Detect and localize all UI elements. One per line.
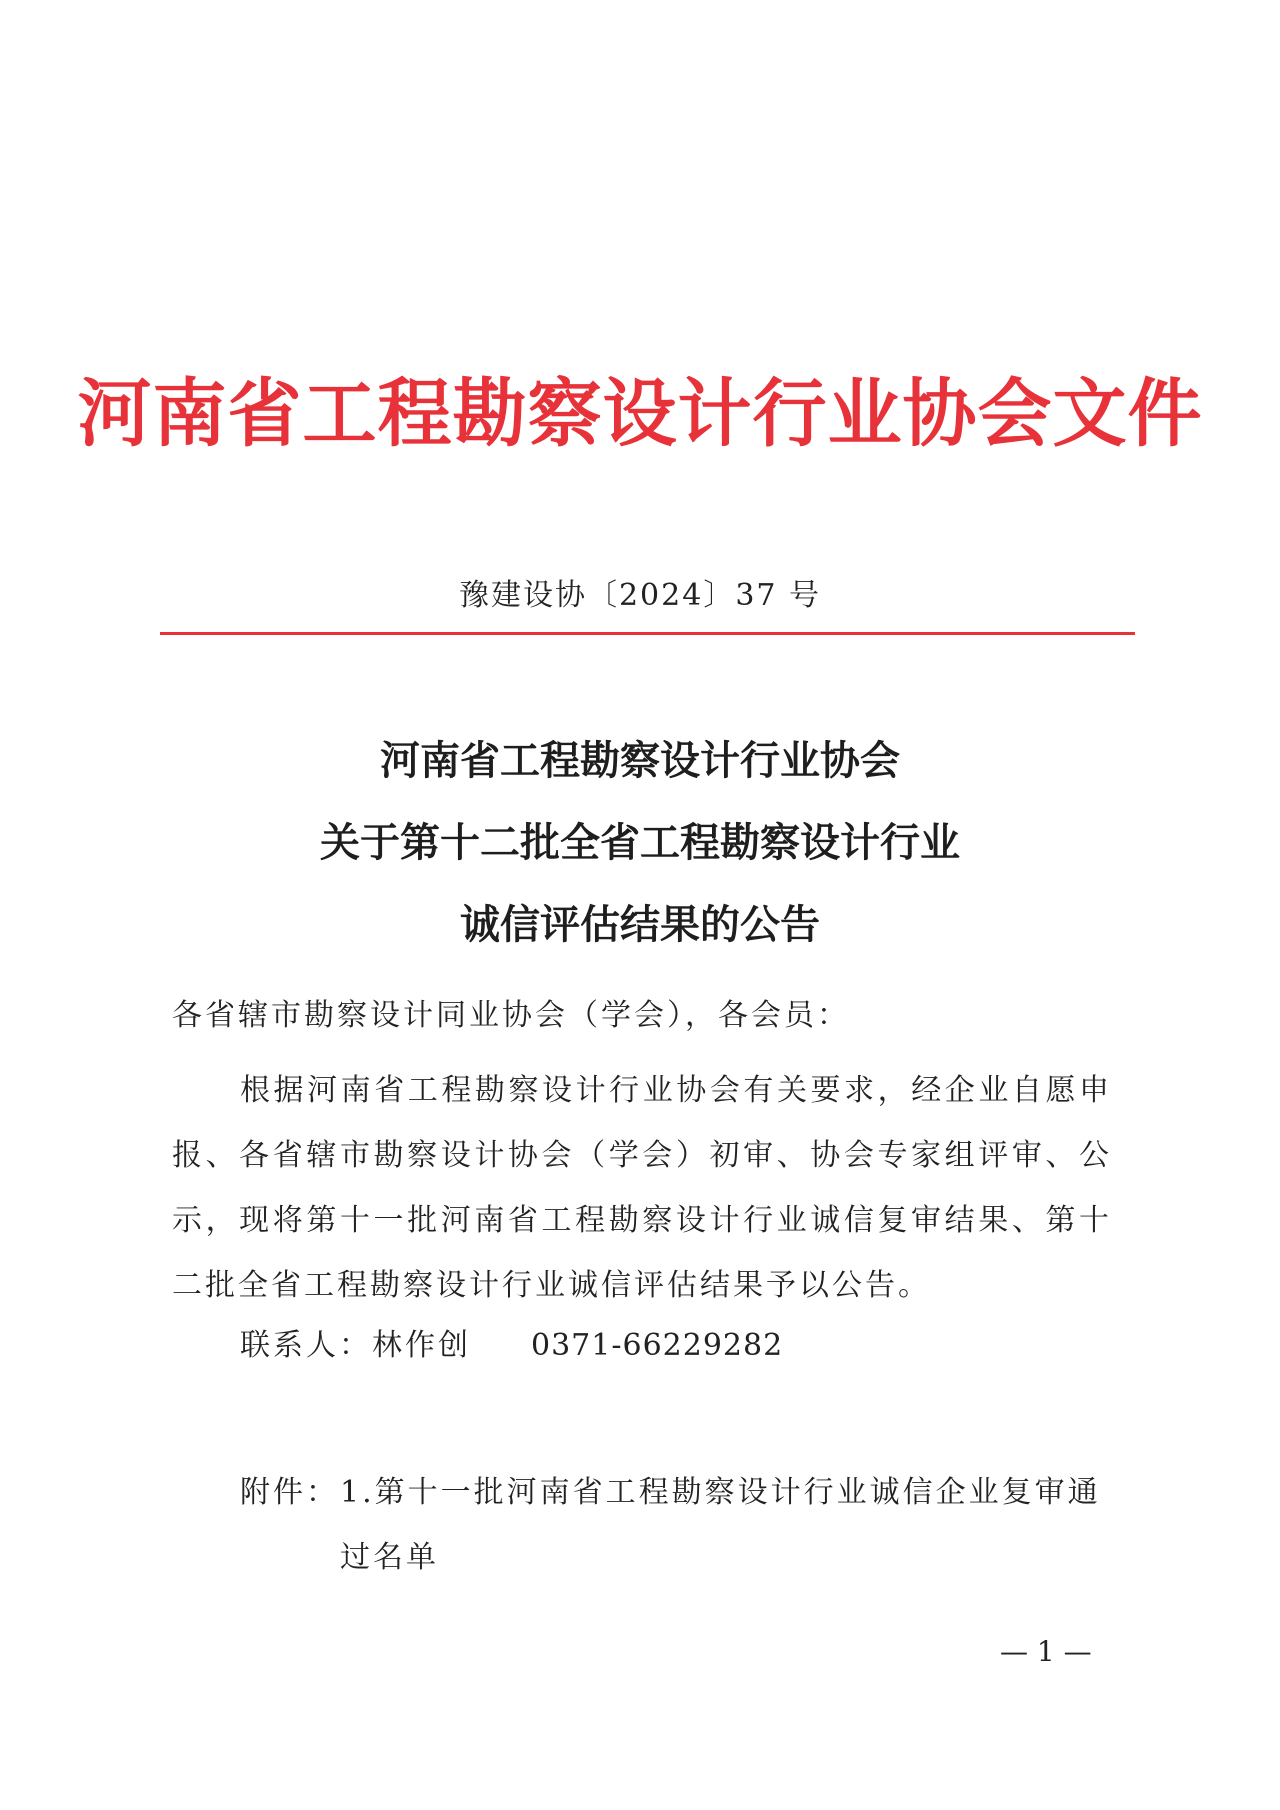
red-divider-line <box>160 632 1135 635</box>
contact-line <box>240 1320 1180 1364</box>
title-line-3: 诚信评估结果的公告 <box>460 902 820 948</box>
attachment-label: 附件： <box>240 1475 339 1510</box>
title-line-2: 关于第十二批全省工程勘察设计行业 <box>320 820 960 866</box>
document-number: 豫建设协〔2024〕37 号 <box>458 578 822 613</box>
salutation: 各省辖市勘察设计同业协会（学会），各会员： <box>172 998 850 1033</box>
org-file-title: 河南省工程勘察设计行业协会文件 <box>77 371 1203 457</box>
attachment-item-1: 1.第十一批河南省工程勘察设计行业诚信企业复审通过名单 <box>340 1475 1101 1575</box>
title-line-1: 河南省工程勘察设计行业协会 <box>380 738 900 784</box>
body-paragraph: 根据河南省工程勘察设计行业协会有关要求，经企业自愿申报、各省辖市勘察设计协会（学会）初审、协会专家组评审、公示，现将第十一批河南省工程勘察设计行业诚信复审结果、第十二批全省工程勘察设计行业诚信评估结果予以公告。 <box>172 1073 1112 1303</box>
contact-label: 联系人：林作创 <box>240 1328 471 1363</box>
contact-phone: 0371-66229282 <box>531 1328 784 1363</box>
page-number: — 1 — <box>1000 1635 1092 1668</box>
announcement-title <box>0 720 1280 966</box>
